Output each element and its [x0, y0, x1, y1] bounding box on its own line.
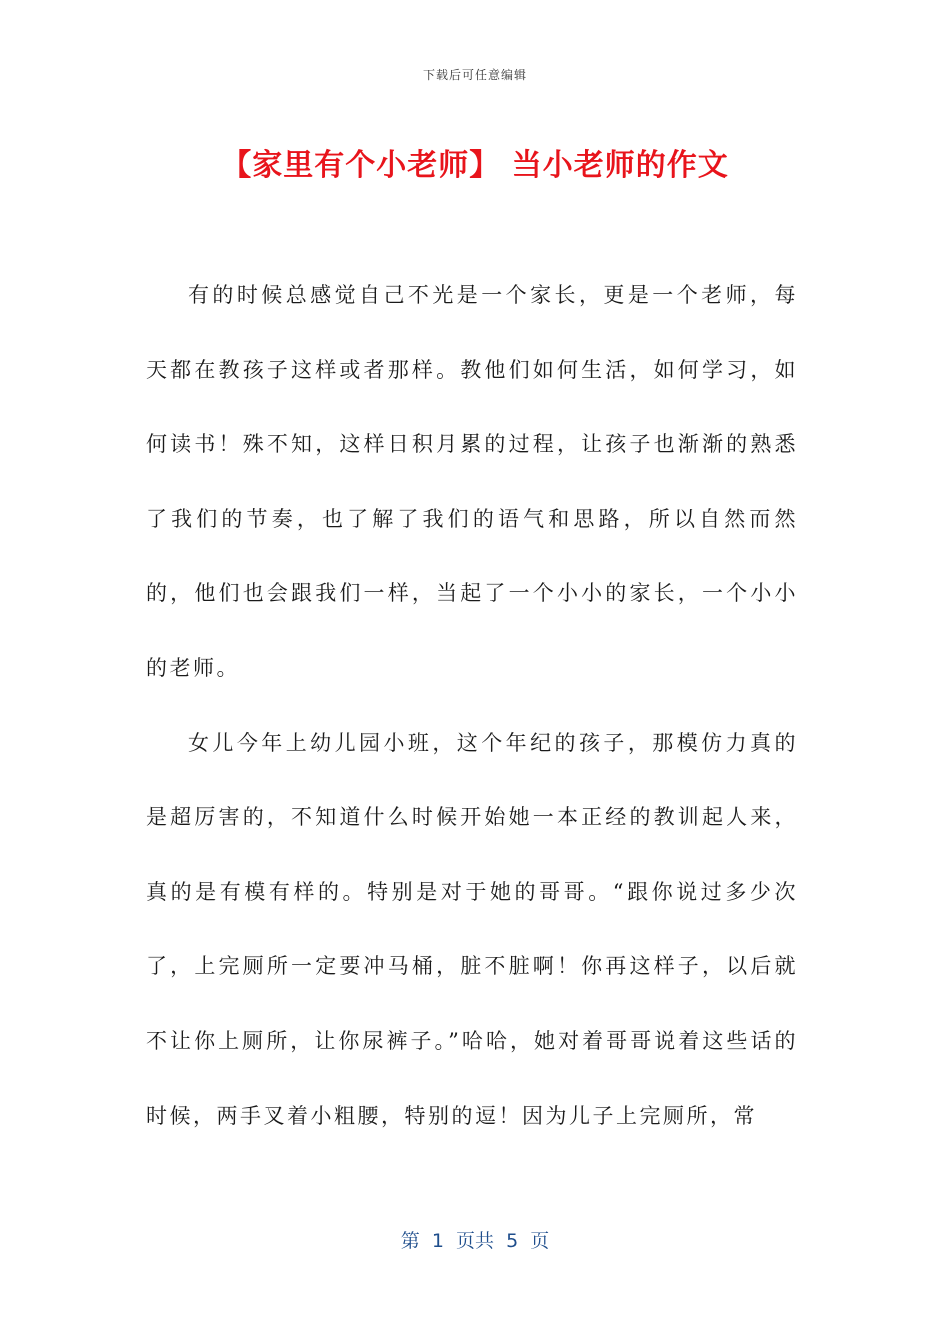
- paragraph: 女儿今年上幼儿园小班，这个年纪的孩子，那模仿力真的是超厉害的，不知道什么时候开始她一本正经的教训起人来，真的是有模有样的。特别是对于她的哥哥。“跟你说过多少次了，上完厕所一定要冲马桶，脏不脏啊！你再这样子，以后就不让你上厕所，让你尿裤子。”哈哈，她对着哥哥说着这些话的时候，两手叉着小粗腰，特别的逗！因为儿子上完厕所，常: [146, 730, 798, 1128]
- paragraph: 有的时候总感觉自己不光是一个家长，更是一个老师，每天都在教孩子这样或者那样。教他们如何生活，如何学习，如何读书！殊不知，这样日积月累的过程，让孩子也渐渐的熟悉了我们的节奏，也了解了我们的语气和思路，所以自然而然的，他们也会跟我们一样，当起了一个小小的家长，一个小小的老师。: [146, 283, 798, 680]
- page-number-footer: 第 1 页共 5 页: [400, 1230, 550, 1252]
- header-note: 下载后可任意编辑: [422, 68, 527, 82]
- document-body: [146, 258, 798, 1153]
- document-title: 【家里有个小老师】 当小老师的作文: [221, 148, 729, 183]
